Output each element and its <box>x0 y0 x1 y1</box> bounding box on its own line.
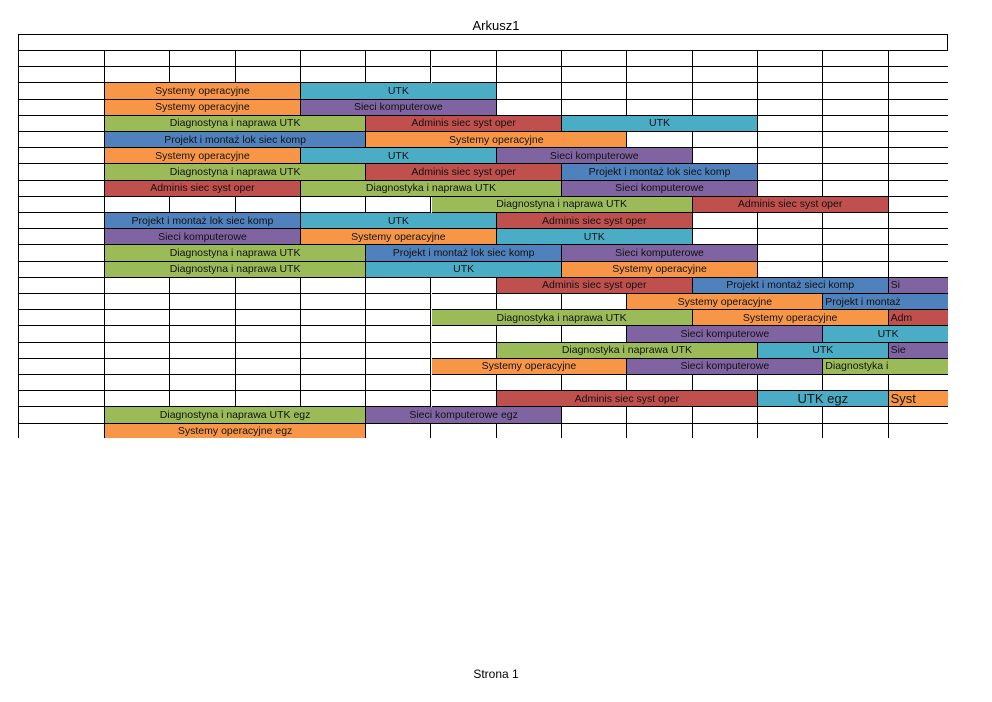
class-block[interactable] <box>562 262 758 278</box>
empty-slot <box>758 116 823 132</box>
class-block-label: Adminis siec syst oper <box>150 182 255 195</box>
lesson-number-header <box>170 67 235 83</box>
empty-slot <box>170 294 235 310</box>
empty-slot <box>758 407 823 423</box>
class-block-label: Systemy operacyjne egz <box>177 425 293 438</box>
empty-slot <box>627 424 692 438</box>
empty-slot <box>889 407 948 423</box>
empty-slot <box>823 407 888 423</box>
class-block-label: UTK <box>812 344 834 357</box>
class-block[interactable] <box>105 262 366 278</box>
empty-slot <box>823 262 888 278</box>
empty-slot <box>366 343 431 359</box>
empty-slot <box>562 83 627 99</box>
empty-slot <box>562 326 627 342</box>
time-slot-header <box>758 51 823 67</box>
empty-slot <box>758 164 823 180</box>
empty-slot <box>497 326 562 342</box>
empty-slot <box>497 294 562 310</box>
sheet-title: Arkusz1 <box>472 18 520 33</box>
class-block-label: Diagnostyna i naprawa UTK <box>169 246 301 259</box>
time-slot-header <box>823 51 888 67</box>
schedule-grid <box>18 34 948 438</box>
class-block-label: UTK <box>877 327 899 340</box>
empty-slot <box>497 375 562 391</box>
empty-slot <box>432 278 497 294</box>
empty-slot <box>758 100 823 116</box>
empty-slot <box>366 359 431 375</box>
empty-slot <box>889 424 948 438</box>
schedule-table <box>18 34 948 438</box>
class-block-label: Sieci komputerowe <box>353 101 443 114</box>
class-block-label: Adminis siec syst oper <box>542 214 647 227</box>
class-block-label: Systemy operacyjne <box>351 230 446 243</box>
empty-slot <box>889 164 948 180</box>
class-block[interactable] <box>627 359 823 375</box>
empty-slot <box>105 326 170 342</box>
class-block-label: Diagnostyka i <box>825 360 889 373</box>
empty-slot <box>627 132 692 148</box>
date-cell <box>18 359 105 375</box>
date-cell <box>18 262 105 278</box>
lesson-number-header <box>366 67 431 83</box>
empty-slot <box>889 132 948 148</box>
empty-slot <box>236 326 301 342</box>
empty-slot <box>301 326 366 342</box>
time-slot-header <box>236 51 301 67</box>
class-block[interactable] <box>823 359 948 375</box>
empty-slot <box>105 278 170 294</box>
class-block-label: Diagnostyna i naprawa UTK <box>496 198 627 211</box>
empty-slot <box>170 375 235 391</box>
class-block[interactable] <box>497 391 758 407</box>
class-block[interactable] <box>562 164 758 180</box>
table-title <box>18 34 948 51</box>
empty-slot <box>105 391 170 407</box>
class-block-label: Projekt i montaż <box>825 295 901 308</box>
empty-slot <box>889 116 948 132</box>
empty-slot <box>170 278 235 294</box>
class-block-label: Sieci komputerowe <box>158 230 247 243</box>
empty-slot <box>366 424 431 438</box>
date-cell <box>18 148 105 164</box>
empty-slot <box>823 375 888 391</box>
empty-slot <box>693 375 758 391</box>
class-block-label: Projekt i montaż lok siec komp <box>131 214 274 227</box>
class-block-label: UTK <box>453 263 475 276</box>
class-block-label: UTK <box>583 230 605 243</box>
empty-slot <box>693 132 758 148</box>
class-block[interactable] <box>301 83 497 99</box>
empty-slot <box>889 262 948 278</box>
class-block[interactable] <box>889 343 948 359</box>
empty-slot <box>497 100 562 116</box>
class-block-label: UTK <box>387 84 409 97</box>
class-block-label: Projekt i montaż lok siec komp <box>392 246 535 259</box>
class-block-label: Diagnostyka i naprawa UTK <box>561 344 692 357</box>
lesson-number-header <box>432 67 497 83</box>
class-block-label: Diagnostyna i naprawa UTK <box>169 117 301 130</box>
empty-slot <box>301 391 366 407</box>
class-block-label: Projekt i montaż sieci komp <box>726 279 855 292</box>
numbers-row-label <box>18 67 105 83</box>
class-block[interactable] <box>105 83 301 99</box>
empty-slot <box>366 310 431 326</box>
time-slot-header <box>562 51 627 67</box>
date-cell <box>18 375 105 391</box>
empty-slot <box>562 375 627 391</box>
time-slot-header <box>366 51 431 67</box>
empty-slot <box>236 375 301 391</box>
empty-slot <box>758 213 823 229</box>
time-slot-header <box>889 51 948 67</box>
class-block[interactable] <box>497 213 693 229</box>
class-block[interactable] <box>366 245 562 261</box>
class-block-label: Sieci komputerowe <box>680 327 770 340</box>
class-block-label: Sieci komputerowe <box>549 149 639 162</box>
empty-slot <box>693 100 758 116</box>
empty-slot <box>758 245 823 261</box>
empty-slot <box>562 100 627 116</box>
class-block-label: UTK egz <box>797 391 849 407</box>
class-block-label: Sieci komputerowe <box>680 360 770 373</box>
date-cell <box>18 407 105 423</box>
class-block-label: Adminis siec syst oper <box>574 392 680 405</box>
empty-slot <box>432 424 497 438</box>
empty-slot <box>366 294 431 310</box>
lesson-number-header <box>497 67 562 83</box>
class-block-label: Adm <box>890 311 913 324</box>
class-block-label: Adminis siec syst oper <box>411 117 516 130</box>
empty-slot <box>889 375 948 391</box>
empty-slot <box>301 343 366 359</box>
class-block-label: Systemy operacyjne <box>677 295 773 308</box>
class-block[interactable] <box>562 181 758 197</box>
empty-slot <box>823 116 888 132</box>
class-block-label: Systemy operacyjne <box>155 101 250 114</box>
lesson-number-header <box>105 67 170 83</box>
empty-slot <box>758 262 823 278</box>
empty-slot <box>823 132 888 148</box>
empty-slot <box>758 132 823 148</box>
date-cell <box>18 100 105 116</box>
empty-slot <box>758 83 823 99</box>
class-block[interactable] <box>497 229 693 245</box>
empty-slot <box>366 375 431 391</box>
class-block[interactable] <box>627 294 823 310</box>
empty-slot <box>693 407 758 423</box>
class-block-label: Diagnostyna i naprawa UTK egz <box>159 408 311 421</box>
empty-slot <box>236 310 301 326</box>
class-block[interactable] <box>301 148 497 164</box>
empty-slot <box>823 83 888 99</box>
class-block[interactable] <box>823 294 948 310</box>
empty-slot <box>105 359 170 375</box>
date-cell <box>18 278 105 294</box>
empty-slot <box>170 359 235 375</box>
empty-slot <box>236 278 301 294</box>
empty-slot <box>627 83 692 99</box>
lesson-number-header <box>562 67 627 83</box>
empty-slot <box>301 375 366 391</box>
empty-slot <box>170 310 235 326</box>
empty-slot <box>236 197 301 213</box>
empty-slot <box>823 424 888 438</box>
class-block-label: UTK <box>387 149 409 162</box>
class-block[interactable] <box>105 132 366 148</box>
class-block-label: Sie <box>890 344 906 357</box>
empty-slot <box>105 310 170 326</box>
class-block[interactable] <box>758 343 889 359</box>
empty-slot <box>889 83 948 99</box>
date-cell <box>18 424 105 438</box>
empty-slot <box>627 100 692 116</box>
class-block[interactable] <box>105 407 366 423</box>
lesson-number-header <box>823 67 888 83</box>
class-block-label: Diagnostyna i naprawa UTK <box>169 263 301 276</box>
empty-slot <box>889 181 948 197</box>
empty-slot <box>889 229 948 245</box>
empty-slot <box>105 294 170 310</box>
date-cell <box>18 197 105 213</box>
lesson-number-header <box>301 67 366 83</box>
class-block[interactable] <box>105 245 366 261</box>
class-block[interactable] <box>497 278 693 294</box>
empty-slot <box>562 424 627 438</box>
date-cell <box>18 310 105 326</box>
lesson-number-header <box>758 67 823 83</box>
empty-slot <box>758 424 823 438</box>
empty-slot <box>301 359 366 375</box>
class-block[interactable] <box>562 116 758 132</box>
date-cell <box>18 343 105 359</box>
time-slot-header <box>301 51 366 67</box>
empty-slot <box>823 100 888 116</box>
class-block-label: Diagnostyka i naprawa UTK <box>496 311 627 324</box>
time-slot-header <box>497 51 562 67</box>
date-cell <box>18 116 105 132</box>
empty-slot <box>693 424 758 438</box>
class-block[interactable] <box>366 262 562 278</box>
class-block[interactable] <box>301 229 497 245</box>
empty-slot <box>105 343 170 359</box>
empty-slot <box>758 181 823 197</box>
empty-slot <box>236 391 301 407</box>
class-block[interactable] <box>366 116 562 132</box>
empty-slot <box>693 148 758 164</box>
class-block[interactable] <box>105 164 366 180</box>
date-cell <box>18 164 105 180</box>
date-cell <box>18 326 105 342</box>
class-block-label: Projekt i montaż lok siec komp <box>164 133 306 146</box>
date-cell <box>18 213 105 229</box>
empty-slot <box>105 197 170 213</box>
class-block-label: Systemy operacyjne <box>742 311 838 324</box>
lesson-number-header <box>889 67 948 83</box>
empty-slot <box>889 213 948 229</box>
empty-slot <box>301 278 366 294</box>
empty-slot <box>693 229 758 245</box>
date-cell <box>18 245 105 261</box>
class-block-label: Adminis siec syst oper <box>737 198 843 211</box>
class-block[interactable] <box>497 343 758 359</box>
empty-slot <box>627 375 692 391</box>
class-block[interactable] <box>105 229 301 245</box>
class-block[interactable] <box>105 100 301 116</box>
date-cell <box>18 132 105 148</box>
class-block[interactable] <box>105 424 366 438</box>
empty-slot <box>236 294 301 310</box>
class-block[interactable] <box>105 148 301 164</box>
time-slot-header <box>105 51 170 67</box>
class-block[interactable] <box>301 181 562 197</box>
empty-slot <box>366 326 431 342</box>
empty-slot <box>823 229 888 245</box>
header-corner <box>18 51 105 67</box>
date-cell <box>18 83 105 99</box>
empty-slot <box>170 197 235 213</box>
empty-slot <box>170 343 235 359</box>
class-block[interactable] <box>627 326 823 342</box>
empty-slot <box>562 294 627 310</box>
empty-slot <box>823 213 888 229</box>
class-block-label: Si <box>890 279 900 292</box>
empty-slot <box>301 197 366 213</box>
class-block-label: Syst <box>890 391 916 407</box>
empty-slot <box>693 213 758 229</box>
class-block[interactable] <box>889 391 948 407</box>
class-block-label: Systemy operacyjne <box>612 263 707 276</box>
class-block[interactable] <box>432 359 628 375</box>
class-block[interactable] <box>432 310 693 326</box>
lesson-number-header <box>693 67 758 83</box>
class-block[interactable] <box>497 148 693 164</box>
empty-slot <box>889 245 948 261</box>
class-block[interactable] <box>105 116 366 132</box>
class-block[interactable] <box>366 164 562 180</box>
time-slot-header <box>693 51 758 67</box>
empty-slot <box>301 294 366 310</box>
empty-slot <box>823 181 888 197</box>
class-block-label: Systemy operacyjne <box>155 149 250 162</box>
empty-slot <box>497 83 562 99</box>
empty-slot <box>432 343 497 359</box>
empty-slot <box>758 375 823 391</box>
lesson-number-header <box>627 67 692 83</box>
time-slot-header <box>170 51 235 67</box>
time-slot-header <box>432 51 497 67</box>
class-block[interactable] <box>758 391 889 407</box>
class-block[interactable] <box>562 245 758 261</box>
empty-slot <box>693 83 758 99</box>
empty-slot <box>170 326 235 342</box>
empty-slot <box>889 148 948 164</box>
class-block[interactable] <box>366 132 627 148</box>
class-block-label: Systemy operacyjne <box>449 133 544 146</box>
class-block[interactable] <box>889 278 948 294</box>
class-block-label: Adminis siec syst oper <box>542 279 647 292</box>
class-block-label: Sieci komputerowe <box>615 182 704 195</box>
class-block[interactable] <box>889 310 948 326</box>
empty-slot <box>366 197 431 213</box>
empty-slot <box>366 391 431 407</box>
date-cell <box>18 181 105 197</box>
empty-slot <box>823 164 888 180</box>
class-block-label: Diagnostyka i naprawa UTK <box>365 182 497 195</box>
date-cell <box>18 391 105 407</box>
class-block-label: Sieci komputerowe <box>615 246 704 259</box>
lesson-number-header <box>236 67 301 83</box>
class-block[interactable] <box>301 213 497 229</box>
class-block-label: UTK <box>387 214 409 227</box>
class-block[interactable] <box>432 197 693 213</box>
empty-slot <box>758 148 823 164</box>
empty-slot <box>366 278 431 294</box>
class-block-label: Diagnostyna i naprawa UTK <box>169 165 301 178</box>
empty-slot <box>236 343 301 359</box>
empty-slot <box>105 375 170 391</box>
empty-slot <box>236 359 301 375</box>
empty-slot <box>432 375 497 391</box>
empty-slot <box>432 391 497 407</box>
class-block-label: Systemy operacyjne <box>481 360 577 373</box>
class-block-label: Adminis siec syst oper <box>411 165 516 178</box>
class-block[interactable] <box>693 310 889 326</box>
time-slot-header <box>627 51 692 67</box>
empty-slot <box>301 310 366 326</box>
class-block[interactable] <box>693 197 889 213</box>
date-cell <box>18 294 105 310</box>
date-cell <box>18 229 105 245</box>
empty-slot <box>170 391 235 407</box>
empty-slot <box>432 326 497 342</box>
class-block[interactable] <box>301 100 497 116</box>
class-block-label: Systemy operacyjne <box>155 84 250 97</box>
class-block[interactable] <box>823 326 948 342</box>
class-block-label: Projekt i montaż lok siec komp <box>588 165 731 178</box>
empty-slot <box>497 424 562 438</box>
class-block-label: UTK <box>649 117 671 130</box>
class-block[interactable] <box>366 407 562 423</box>
empty-slot <box>889 100 948 116</box>
empty-slot <box>889 197 948 213</box>
empty-slot <box>562 407 627 423</box>
class-block[interactable] <box>105 213 301 229</box>
empty-slot <box>432 294 497 310</box>
class-block[interactable] <box>693 278 889 294</box>
class-block-label: Sieci komputerowe egz <box>409 408 518 421</box>
empty-slot <box>823 148 888 164</box>
empty-slot <box>758 229 823 245</box>
empty-slot <box>627 407 692 423</box>
empty-slot <box>823 245 888 261</box>
page-footer: Strona 1 <box>473 667 519 681</box>
class-block[interactable] <box>105 181 301 197</box>
